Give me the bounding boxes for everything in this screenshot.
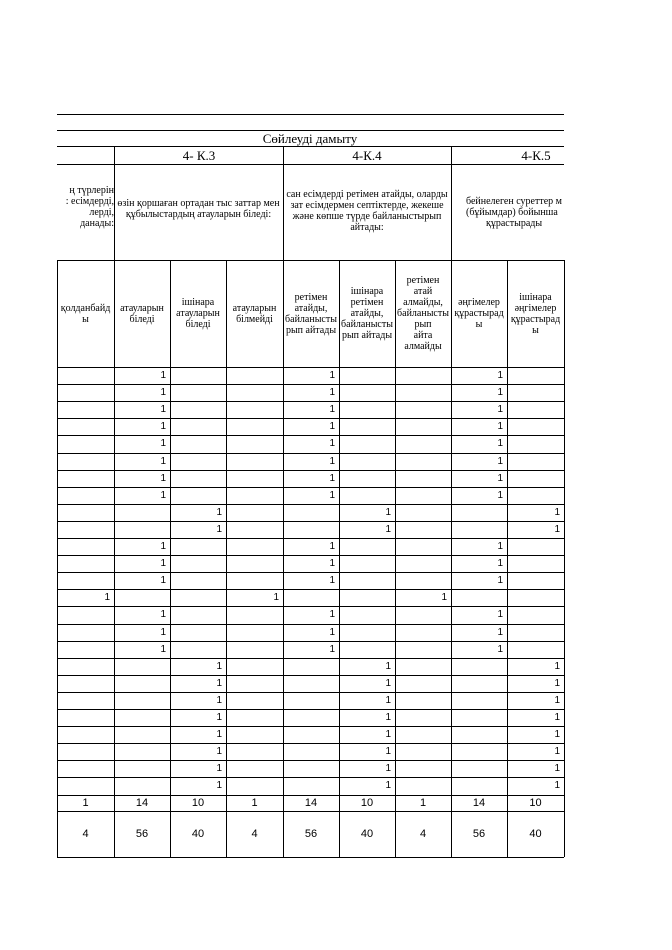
table-cell: 1 [160,609,166,621]
table-cell: 1 [497,609,503,621]
description-left: ң түрлерін : есімдерді, лерді, данады: [65,185,114,229]
total-cell: 14 [472,796,486,809]
table-cell: 1 [554,523,560,535]
table-cell: 1 [160,575,166,587]
table-cell: 1 [385,694,391,706]
table-cell: 1 [329,643,335,655]
table-cell: 1 [160,558,166,570]
percent-cell: 40 [191,827,205,840]
table-cell: 1 [160,626,166,638]
percent-cell: 40 [529,827,542,840]
table-cell: 1 [329,626,335,638]
table-cell: 1 [497,626,503,638]
table-cell: 1 [160,472,166,484]
description-k5: бейнелеген суреттер м (бұйымдар) бойынша құрастырады [466,196,562,229]
total-cell: 1 [82,796,89,809]
table-cell: 1 [554,506,560,518]
table-cell: 1 [554,729,560,741]
table-cell: 1 [329,609,335,621]
total-cell: 1 [251,796,258,809]
row-separator [57,692,564,693]
column-separator [57,260,58,857]
total-cell: 10 [529,796,542,809]
percent-cell: 4 [82,827,89,840]
table-cell: 1 [160,421,166,433]
header-top-rule [57,260,564,261]
row-separator [57,504,564,505]
column-separator [226,260,227,857]
table-cell: 1 [216,729,222,741]
table-cell: 1 [216,506,222,518]
table-cell: 1 [554,660,560,672]
table-cell: 1 [497,472,503,484]
table-cell: 1 [385,729,391,741]
total-cell: 14 [304,796,318,809]
table-cell: 1 [104,592,110,604]
table-cell: 1 [329,575,335,587]
column-header: қолданбайд ы [60,302,111,325]
table-cell: 1 [497,489,503,501]
column-header: ретімен атайды, байланысты рып айтады [285,291,337,336]
column-header: ішінара атауларын біледі [176,297,220,330]
table-cell: 1 [273,592,279,604]
table-cell: 1 [554,746,560,758]
row-separator [57,658,564,659]
table-cell: 1 [497,575,503,587]
table-cell: 1 [497,421,503,433]
page-title: Сөйлеуді дамыту [262,131,358,146]
table-cell: 1 [160,489,166,501]
row-separator [57,675,564,676]
table-cell: 1 [216,780,222,792]
table-cell: 1 [497,370,503,381]
table-cell: 1 [160,643,166,655]
row-separator [57,521,564,522]
table-cell: 1 [160,455,166,467]
column-header: ішінара ретімен атайды, байланысты рып айтады [341,286,393,341]
table-cell: 1 [497,438,503,450]
table-cell: 1 [160,387,166,399]
row-separator [57,760,564,761]
table-cell: 1 [329,421,335,433]
column-header: ішінара әңгімелер құрастырад ы [510,291,561,336]
table-cell: 1 [329,404,335,416]
table-cell: 1 [329,472,335,484]
total-cell: 14 [135,796,149,809]
table-cell: 1 [497,558,503,570]
table-cell: 1 [554,677,560,689]
table-cell: 1 [329,489,335,501]
table-cell: 1 [554,694,560,706]
right-edge [564,260,565,857]
column-header: атауларын біледі [120,302,164,325]
percent-cell: 56 [135,827,149,840]
table-cell: 1 [160,370,166,381]
table-cell: 1 [329,438,335,450]
description-k4: сан есімдерді ретімен атайды, оларды зат есімдермен септіктерде, жекеше және көпше түрде байланыстырып айтады: [286,189,448,233]
table-cell: 1 [554,780,560,792]
group-header-k5: 4-К.5 [521,148,551,163]
group-header-k4: 4-К.4 [352,148,382,163]
title-bottom-rule [57,146,564,147]
table-cell: 1 [441,592,447,604]
table-cell: 1 [497,541,503,552]
table-cell: 1 [385,746,391,758]
total-cell: 1 [419,796,427,809]
table-cell: 1 [497,387,503,399]
percent-cell: 40 [360,827,374,840]
table-cell: 1 [329,541,335,552]
description-k3: өзін қоршаған ортадан тыс заттар мен құбылыстардың атауларын біледі: [117,198,280,220]
row-separator [57,709,564,710]
column-header: әңгімелер құрастырад ы [454,297,504,330]
table-cell: 1 [329,387,335,399]
group-header-k3: 4- К.3 [182,148,216,163]
table-cell: 1 [554,763,560,775]
top-rule [57,114,564,115]
table-cell: 1 [497,643,503,655]
table-cell: 1 [329,455,335,467]
row-separator [57,743,564,744]
percent-cell: 4 [251,827,258,840]
table-cell: 1 [385,660,391,672]
table-cell: 1 [216,660,222,672]
percent-cell: 56 [472,827,486,840]
table-cell: 1 [160,541,166,552]
group-header-rule [57,164,564,165]
table-cell: 1 [385,780,391,792]
row-separator [57,726,564,727]
table-cell: 1 [216,746,222,758]
table-cell: 1 [385,763,391,775]
table-cell: 1 [329,370,335,381]
table-cell: 1 [385,712,391,723]
percent-cell: 4 [419,827,427,840]
percent-bottom-rule [57,857,564,858]
table-cell: 1 [216,763,222,775]
column-header: атауларын білмейді [232,302,277,325]
table-cell: 1 [216,694,222,706]
table-cell: 1 [554,712,560,723]
table-cell: 1 [216,677,222,689]
table-cell: 1 [385,506,391,518]
table-cell: 1 [497,404,503,416]
table-cell: 1 [385,523,391,535]
table-cell: 1 [216,712,222,723]
percent-cell: 56 [304,827,318,840]
row-separator [57,777,564,778]
table-cell: 1 [216,523,222,535]
table-cell: 1 [160,438,166,450]
table-cell: 1 [497,455,503,467]
total-cell: 10 [360,796,374,809]
column-header: ретімен атай алмайды, байланысты рып айта алмайды [397,275,449,352]
table-cell: 1 [160,404,166,416]
table-cell: 1 [329,558,335,570]
total-cell: 10 [191,796,205,809]
table-cell: 1 [385,677,391,689]
